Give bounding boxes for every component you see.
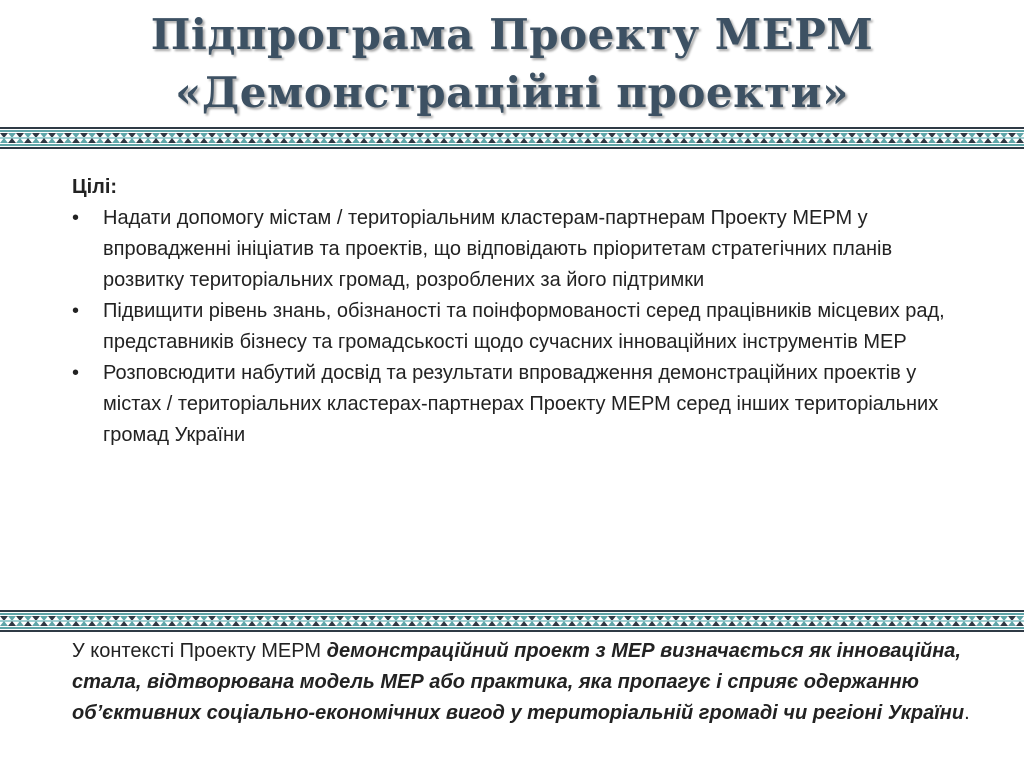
definition-prefix: У контексті Проекту МЕРМ [72, 640, 327, 662]
goal-text: Розповсюдити набутий досвід та результати впровадження демонстраційних проектів у містах / територіальних кластерах-партнерах Проекту МЕРМ серед інших територіальних громад України [103, 362, 939, 446]
slide-title-line-2: «Демонстраційні проекти» [175, 68, 849, 117]
goal-text: Надати допомогу містам / територіальним кластерам-партнерам Проекту МЕРМ у впровадженні ініціатив та проектів, що відповідають пріоритетам стратегічних планів розвитку територіальних громад, розроблених за його підтримки [103, 207, 893, 291]
goal-item [72, 203, 972, 296]
bullet-icon: • [72, 362, 80, 384]
bullet-icon: • [72, 207, 80, 229]
goal-item [72, 296, 972, 358]
goals-heading: Цілі: [72, 176, 118, 198]
bullet-icon: • [72, 300, 80, 322]
slide-title [0, 6, 1024, 122]
definition-note [72, 636, 972, 729]
ornament-band-bottom [0, 609, 1024, 633]
goals-list [72, 203, 972, 451]
definition-emphasis: демонстраційний проект з МЕР визначається як інноваційна, стала, відтворювана модель МЕР або практика, яка пропагує і сприяє одержанню об’єктивних соціально-економічних вигод у територіальній громаді чи регіоні України [72, 640, 965, 724]
goal-text: Підвищити рівень знань, обізнаності та поінформованості серед працівників місцевих рад, представників бізнесу та громадськості щодо сучасних інноваційних інструментів МЕР [103, 300, 945, 353]
goal-item [72, 358, 972, 451]
goals-section [72, 172, 972, 451]
slide-title-line-1: Підпрограма Проекту МЕРМ [150, 10, 874, 59]
definition-suffix: . [964, 702, 970, 724]
ornament-band-top [0, 126, 1024, 150]
